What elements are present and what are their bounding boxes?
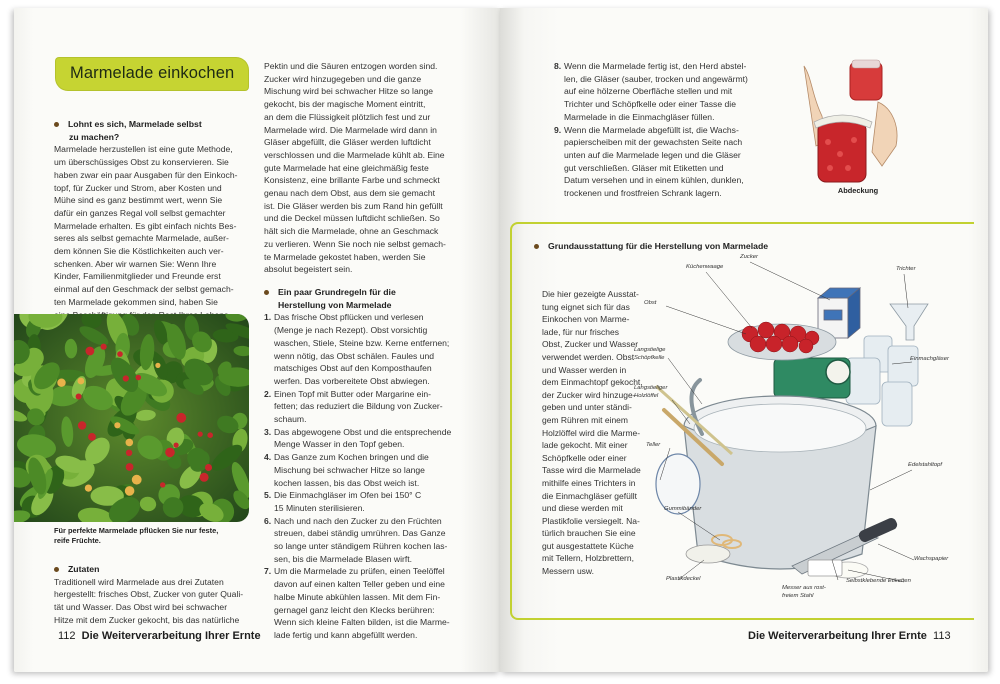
step-text-line: Wenn die Marmelade fertig ist, den Herd abstel- <box>564 61 747 71</box>
berry-shape <box>78 421 86 429</box>
rule-step <box>264 388 469 426</box>
text-line: Marmelade wird. Die Marmelade wird dann in <box>264 124 437 135</box>
text-line: um überschüssiges Obst zu konservieren. Sie <box>54 157 229 168</box>
step-number: 1. <box>264 312 272 323</box>
steps-continued <box>554 60 764 200</box>
berry-shape <box>207 432 213 438</box>
step-text-line: trockenen und frostfreien Schrank lagern. <box>564 188 722 199</box>
text-line: topf, für Zucker und Strom, aber Kosten und <box>54 182 222 193</box>
step-text-line: gut verschließen. Gläser mit Etiketten und <box>564 162 724 173</box>
page-number-left: 112 <box>58 630 76 642</box>
step-number: 7. <box>264 566 272 577</box>
step-text-line: papierscheiben mit der gewachsten Seite nach <box>564 137 743 148</box>
text-line: dem können Sie die Köstlichkeiten auch ver- <box>54 246 224 257</box>
text-line: schenken. Aber wir warnen Sie: Wenn Ihre <box>54 258 217 269</box>
section-heading-zutaten: Zutaten <box>54 563 254 576</box>
chapter-title: Marmelade einkochen <box>70 64 235 82</box>
text-line: Marmelade erhalten. Es gibt einfach nichts Bes- <box>54 220 237 231</box>
berry-shape <box>123 375 129 381</box>
book-spread <box>14 8 988 672</box>
step-text-line: len, die Gläser (sauber, trocken und angewärmt) <box>564 73 748 84</box>
step-text-line: matschiges Obst auf den Komposthaufen <box>274 363 432 374</box>
step-text-line: Einen Topf mit Butter oder Margarine ein- <box>274 388 431 399</box>
step-text-line: Das frische Obst pflücken und verlesen <box>274 312 424 323</box>
step-text-line: Mischung bei schwacher Hitze so lange <box>274 464 425 475</box>
page-number-right: 113 <box>933 630 951 642</box>
berry-shape <box>114 422 120 428</box>
text-line: Messern usw. <box>542 566 594 577</box>
berry-shape <box>78 378 85 385</box>
illustration-caption: Abdeckung <box>837 186 879 195</box>
text-line: genau nach dem Obst, aus dem sie gemacht <box>264 188 436 199</box>
berry-shape <box>126 439 134 447</box>
text-line: Plastikfolie versiegelt. Na- <box>542 515 640 526</box>
intro-paragraph <box>54 143 254 321</box>
berry-shape <box>200 473 209 482</box>
text-line: tung eignet sich für das <box>542 301 630 312</box>
step-text-line: waschen, Stiele, Steine bzw. Kerne entfernen; <box>274 337 450 348</box>
ingredients-section <box>54 563 254 627</box>
berry-shape <box>132 475 142 485</box>
berry-shape <box>174 443 179 448</box>
step-text-line: Marmelade in die Einmachgläser füllen. <box>564 111 715 122</box>
text-line: und Wasser werden in <box>542 364 627 375</box>
step-number: 2. <box>264 388 272 399</box>
text-line: Zucker wird hinzugegeben und die ganze <box>264 73 422 84</box>
text-line: mithilfe eines Trichters in <box>542 477 636 488</box>
text-line: Mischung wird bei schwacher Hitze so lange <box>264 86 434 97</box>
label-obst: Obst <box>644 300 657 306</box>
left-footer <box>58 630 261 642</box>
text-line: gem Rühren mit einem <box>542 414 628 425</box>
text-line: Konsistenz, eine brillante Farbe und schmeckt <box>264 175 440 186</box>
berry-shape <box>76 394 82 400</box>
berry-shape <box>86 347 95 356</box>
text-line: absolut begeistert sein. <box>264 264 353 275</box>
step-text-line: lade fertig und kann abgefüllt werden. <box>274 629 418 640</box>
step-number: 4. <box>264 452 272 463</box>
step-text-line: unten auf die Marmelade legen und die Gläser <box>564 149 741 160</box>
text-line: Schöpfkelle oder einer <box>542 452 627 463</box>
label-einmachglaeser: Einmachgläser <box>910 356 949 362</box>
rule-step <box>554 124 764 200</box>
text-line: dafür ein ganzes Regal voll selbst gemachter <box>54 207 226 218</box>
rule-step <box>264 311 469 387</box>
step-number: 8. <box>554 61 562 71</box>
step-text-line: so lange unter ständigem Rühren kochen las- <box>274 541 448 552</box>
text-line: verschlossen und die Marmelade kühlt ab. Eine <box>264 149 445 160</box>
text-line: Hitze mit dem Zucker gekocht, bis das natürliche <box>54 614 240 625</box>
text-line: Die hier gezeigte Ausstat- <box>542 289 639 299</box>
label-gummibaender: Gummibänder <box>664 506 702 512</box>
label-holzloeffel: Langstieliger Holzlöffel <box>634 385 668 399</box>
rule-step <box>554 60 764 124</box>
rule-step <box>264 489 469 514</box>
text-line: und diese werden mit <box>542 503 623 514</box>
section-heading-grundregeln: Ein paar Grundregeln für die Herstellung von Marmelade <box>264 286 469 311</box>
rules-section <box>264 286 469 642</box>
text-line: gute Marmelade hat eine gleichmäßig feste <box>264 162 429 173</box>
text-line: tät und Wasser. Das Obst wird bei schwacher <box>54 602 228 613</box>
text-line: Marmelade herzustellen ist eine gute Methode, <box>54 144 233 155</box>
raspberry-photo <box>14 314 249 522</box>
berry-shape <box>126 463 134 471</box>
step-number: 9. <box>554 124 562 135</box>
text-line: an dem die Flüssigkeit plötzlich fest und zur <box>264 111 431 122</box>
step-number: 3. <box>264 426 272 437</box>
jar-cover-illustration <box>792 56 912 186</box>
step-text-line: Das abgewogene Obst und die entsprechende <box>274 426 452 437</box>
step-text-line: fetten; das reduziert die Bildung von Zucker- <box>274 401 443 412</box>
step-text-line: gernagel ganz leicht den Klecks berühren: <box>274 604 435 615</box>
text-line: te Marmelade gekostet haben, werden Sie <box>264 251 426 262</box>
rule-step <box>264 515 469 566</box>
text-line: Holzlöffel wird die Marme- <box>542 427 641 438</box>
berry-shape <box>125 486 135 496</box>
step-text-line: Um die Marmelade zu prüfen, einen Teelöffel <box>274 566 445 577</box>
text-line: Obst, Zucker und Wasser <box>542 339 639 350</box>
text-line: gut ausgestattete Küche <box>542 540 634 551</box>
step-text-line: Nach und nach den Zucker zu den Früchten <box>274 515 442 526</box>
text-line: ten Marmelade gekommen sind, haben Sie <box>54 296 218 307</box>
step-text-line: halbe Minute abkühlen lassen. Mit dem Fin- <box>274 591 441 602</box>
step-text-line: Das Ganze zum Kochen bringen und die <box>274 452 429 463</box>
equipment-box <box>510 222 974 620</box>
step-text-line: Datum versehen und in einem kühlen, dunklen, <box>564 175 744 186</box>
berry-shape <box>205 464 212 471</box>
label-trichter: Trichter <box>896 266 916 272</box>
text-line: einmal auf den Geschmack der selbst gemach- <box>54 284 234 295</box>
text-line: lade, für nur frisches <box>542 326 620 337</box>
label-kuechenwaage: Küchenwaage <box>686 264 724 270</box>
right-footer <box>748 630 951 642</box>
label-etiketten: Selbstklebende Etiketten <box>846 578 911 584</box>
equipment-illustration <box>634 254 972 614</box>
rule-step <box>264 426 469 451</box>
text-line: Tasse wird die Marmelade <box>542 465 641 476</box>
step-text-line: Wenn die Marmelade abgefüllt ist, die Wachs- <box>564 124 739 135</box>
text-line: hält sich die Marmelade, ohne an Geschmack <box>264 226 439 237</box>
text-line: Gläser abgefüllt, die Gläser werden luftdicht <box>264 137 431 148</box>
berry-shape <box>176 413 186 423</box>
label-plastikdeckel: Plastikdeckel <box>666 576 701 582</box>
equipment-heading: Grundausstattung für die Herstellung von Marmelade <box>534 240 954 253</box>
right-page <box>500 8 988 672</box>
berry-shape <box>126 450 132 456</box>
text-line: gekocht, bis der magische Moment eintritt, <box>264 99 426 110</box>
step-text-line: (Menge je nach Rezept). Obst vorsichtig <box>274 325 428 336</box>
label-schoepfkelle: Langstielige Schöpfkelle <box>634 347 666 361</box>
berry-shape <box>136 375 142 381</box>
text-line: geben und unter ständi- <box>542 402 632 413</box>
text-line: Pektin und die Säuren entzogen worden sind. <box>264 61 438 71</box>
text-line: verwendet werden. Obst <box>542 351 635 362</box>
berry-shape <box>57 379 65 387</box>
text-line: dem Einmachtopf gekocht, <box>542 377 643 388</box>
berry-shape <box>165 448 175 458</box>
text-line: Kinder, Familienmitglieder und Freunde erst <box>54 271 221 282</box>
step-text-line: schaum. <box>274 414 307 425</box>
step-text-line: davon auf einen kalten Teller geben und eine <box>274 579 445 590</box>
step-number: 6. <box>264 515 272 526</box>
text-line: und die Deckel müssen luftdicht schließen. So <box>264 213 440 224</box>
step-text-line: 15 Minuten sterilisieren. <box>274 502 365 513</box>
step-text-line: wenn nötig, das Obst schälen. Faules und <box>274 350 435 361</box>
berry-shape <box>101 344 107 350</box>
rules-list-continued <box>554 60 764 200</box>
intro-section <box>54 118 254 321</box>
text-line: türlich brauchen Sie eine <box>542 528 636 539</box>
step-text-line: Wenn sich kleine Falten bilden, ist die Marme- <box>274 617 450 628</box>
step-text-line: werfen. Das vorbereitete Obst abwiegen. <box>274 375 430 386</box>
berry-shape <box>160 482 165 487</box>
text-line: lade gekocht. Mit einer <box>542 440 628 451</box>
running-title-left: Die Weiterverarbeitung Ihrer Ernte <box>81 630 261 642</box>
berry-shape <box>88 433 96 441</box>
chapter-title-box <box>56 58 248 90</box>
label-edelstahltopf: Edelstahltopf <box>908 462 943 468</box>
step-text-line: sen, bis die Marmelade Blasen wirft. <box>274 553 413 564</box>
photo-caption: Für perfekte Marmelade pflücken Sie nur feste, reife Früchte. <box>54 526 219 545</box>
text-line: ist. Die Gläser werden bis zum Rand hin gefüllt <box>264 200 443 211</box>
rule-step <box>264 565 469 641</box>
section-heading-lohnt: Lohnt es sich, Marmelade selbst zu machen? <box>54 118 254 143</box>
text-line: hergestellt: frisches Obst, Zucker von guter Quali- <box>54 589 244 600</box>
running-title-right: Die Weiterverarbeitung Ihrer Ernte <box>748 630 927 642</box>
step-text-line: kochen lassen, bis das Obst weich ist. <box>274 477 420 488</box>
text-line: der Zucker wird hinzuge- <box>542 389 636 400</box>
text-line: die Einmachgläser gefüllt <box>542 490 637 501</box>
text-line: Einkochen von Marme- <box>542 314 630 325</box>
ingredients-paragraph <box>54 576 254 627</box>
step-number: 5. <box>264 490 272 501</box>
label-zucker: Zucker <box>740 254 759 260</box>
berry-shape <box>198 432 203 437</box>
step-text-line: Menge Wasser in den Topf geben. <box>274 439 405 450</box>
left-page <box>14 8 500 672</box>
column2-paragraph <box>264 60 464 276</box>
text-line: seres als selbst gemachte Marmelade, außer- <box>54 233 229 244</box>
step-text-line: streuen, dabei ständig umrühren. Das Ganze <box>274 528 446 539</box>
berry-shape <box>155 363 160 368</box>
rules-list <box>264 311 469 641</box>
step-text-line: auf eine hölzerne Oberfläche stellen und mit <box>564 86 733 97</box>
step-text-line: Die Einmachgläser im Ofen bei 150° C <box>274 490 422 501</box>
berry-shape <box>117 351 123 357</box>
berry-shape <box>85 485 92 492</box>
rule-step <box>264 451 469 489</box>
text-line: zu verlieren. Wenn Sie noch nie selbst gemach- <box>264 238 446 249</box>
step-text-line: Trichter und Schöpfkelle oder einer Tasse die <box>564 99 736 110</box>
text-line: haben zwar ein paar Ausgaben für den Einkoch- <box>54 169 238 180</box>
label-messer: Messer aus rost- freiem Stahl <box>782 585 826 599</box>
text-line: Mühe sind es ganz bestimmt wert, wenn Sie <box>54 195 223 206</box>
label-wachspapier: Wachspapier <box>914 556 949 562</box>
text-line: mit Tellern, Holzbrettern, <box>542 553 634 564</box>
text-line: Traditionell wird Marmelade aus drei Zutaten <box>54 576 224 587</box>
label-teller: Teller <box>646 442 661 448</box>
